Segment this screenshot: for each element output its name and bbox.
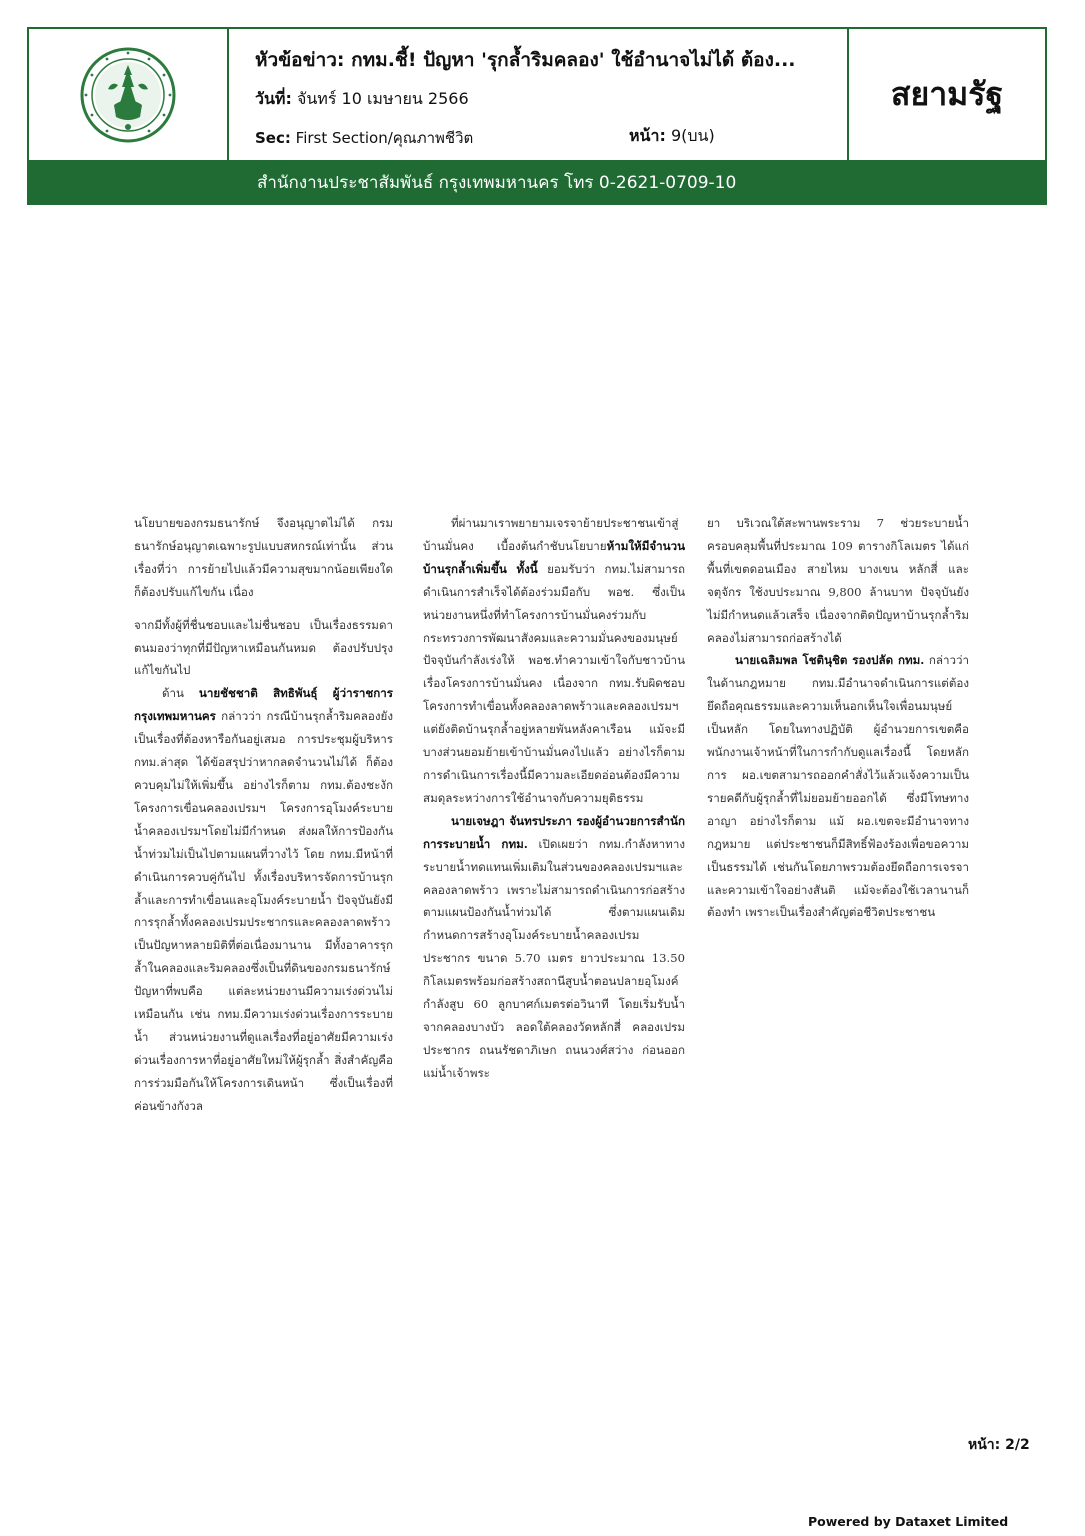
col3-p2-bold: นายเฉลิมพล โชตินุชิต รองปลัด กทม. (735, 653, 925, 668)
date-line (255, 87, 469, 112)
col3-paragraph-2 (707, 649, 969, 924)
header-top-row (29, 29, 1045, 160)
col2-paragraph-2 (423, 810, 685, 1085)
powered-by: Powered by Dataxet Limited (808, 1514, 1009, 1529)
section-value: First Section/คุณภาพชีวิต (295, 129, 474, 147)
headline-label: หัวข้อข่าว: (255, 49, 345, 71)
col1-paragraph-3 (134, 682, 393, 1117)
col1-p3-bold: นายชัชชาติ สิทธิพันธุ์ ผู้ว่าราชการกรุงเทพมหานคร (134, 686, 393, 724)
page-line (629, 124, 715, 149)
col3-paragraph-1: ยา บริเวณใต้สะพานพระราม 7 ช่วยระบายน้ำครอบคลุมพื้นที่ประมาณ 109 ตารางกิโลเมตร ได้แก่ พื้นที่เขตดอนเมือง สายไหม บางเขน หลักสี่ และจตุจักร ใช้งบประมาณ 9,800 ล้านบาท ปัจจุบันยังไม่มีกำหนดแล้วเสร็จ เนื่องจากติดปัญหาบ้านรุกล้ำริมคลองไม่สามารถก่อสร้างได้ (707, 516, 969, 645)
logo-cell (29, 29, 229, 160)
col2-p2-rest: เปิดเผยว่า กทม.กำลังหาทางระบายน้ำทดแทนเพิ่มเติมในส่วนของคลองเปรมฯและคลองลาดพร้าว เพราะไม่สามารถดำเนินการก่อสร้างตามแผนป้องกันน้ำท่วมได้ ซึ่งตามแผนเดิม กำหนดการสร้างอุโมงค์ระบายน้ำคลองเปรมประชากร ขนาด 5.70 เมตร ยาวประมาณ 13.50 กิโลเมตรพร้อมก่อสร้างสถานีสูบน้ำตอนปลายอุโมงค์กำลังสูบ 60 ลูกบาศก์เมตรต่อวินาที โดยเริ่มรับน้ำจากคลองบางบัว ลอดใต้คลองวัดหลักสี่ คลองเปรมประชากร ถนนรัชดาภิเษก ถนนวงศ์สว่าง ก่อนออกแม่น้ำเจ้าพระ (423, 836, 686, 1080)
footer-page-number: หน้า: 2/2 (968, 1437, 1030, 1453)
article-column-2 (423, 512, 685, 1085)
section-label: Sec: (255, 129, 291, 147)
col2-p1-bold: ห้ามให้มีจำนวนบ้านรุกล้ำเพิ่มขึ้น ทั้งนี้ (423, 538, 685, 576)
headline-line (255, 45, 845, 75)
col2-p1-rest: ยอมรับว่า กทม.ไม่สามารถดำเนินการสำเร็จได้ต้องร่วมมือกับ พอช. ซึ่งเป็นหน่วยงานหนึ่งที่ทำโครงการบ้านมั่นคงร่วมกับกระทรวงการพัฒนาสังคมและความมั่นคงของมนุษย์ ปัจจุบันกำลังเร่งให้ พอช.ทำความเข้าใจกับชาวบ้านเรื่องโครงการบ้านมั่นคง เนื่องจาก กทม.รับผิดชอบโครงการทำเขื่อนทั้งคลองลาดพร้าวและคลองเปรมฯ แต่ยังติดบ้านรุกล้ำอยู่หลายพันหลังคาเรือน แม้จะมีบางส่วนยอมย้ายเข้าบ้านมั่นคงไปแล้ว อย่างไรก็ตาม การดำเนินการเรื่องนี้มีความละเอียดอ่อนต้องมีความสมดุลระหว่างการใช้อำนาจกับความยุติธรรม (423, 561, 685, 805)
article-column-1 (134, 512, 393, 1118)
col2-p1-text: ที่ผ่านมาเราพยายามเจรจาย้ายประชาชนเข้าสู่บ้านมั่นคง เบื้องต้นกำชับนโยบาย (423, 516, 679, 553)
date-value: จันทร์ 10 เมษายน 2566 (296, 89, 469, 108)
publication-cell (849, 29, 1045, 160)
col2-p2-bold: นายเจษฎา จันทรประภา รองผู้อำนวยการสำนักการระบายน้ำ กทม. (423, 813, 685, 851)
col2-paragraph-1 (423, 512, 685, 810)
headline-text: กทม.ชี้! ปัญหา 'รุกล้ำริมคลอง' ใช้อำนาจไม่ได้ ต้อง... (351, 49, 796, 71)
office-bar: สำนักงานประชาสัมพันธ์ กรุงเทพมหานคร โทร 0-2621-0709-10 (29, 160, 1045, 205)
col1-paragraph-2: จากมีทั้งผู้ที่ชื่นชอบและไม่ชื่นชอบ เป็นเรื่องธรรมดา ตนมองว่าทุกที่มีปัญหาเหมือนกันหมด ต้องปรับปรุงแก้ไขกันไป (134, 617, 393, 678)
page-value: 9(บน) (670, 126, 715, 145)
publication-name: สยามรัฐ (890, 75, 1004, 113)
col1-paragraph-1: นโยบายของกรมธนารักษ์ จึงอนุญาตไม่ได้ กรมธนารักษ์อนุญาตเฉพาะรูปแบบสหกรณ์เท่านั้น ส่วนเรื่องที่ว่า การย้ายไปแล้วมีความสุขมากน้อยเพียงใดก็ต้องปรับแก้ไขกัน เนื่อง (134, 516, 393, 599)
page-label: หน้า: (629, 126, 666, 145)
date-label: วันที่: (255, 89, 292, 108)
col3-p2-rest: กล่าวว่า ในด้านกฎหมาย กทม.มีอำนาจดำเนินการแต่ต้องยึดถือคุณธรรมและความเห็นอกเห็นใจเพื่อนมนุษย์เป็นหลัก โดยในทางปฏิบัติ ผู้อำนวยการเขตคือพนักงานเจ้าหน้าที่ในการกำกับดูแลเรื่องนี้ โดยหลักการ ผอ.เขตสามารถออกคำสั่งไว้แล้วแจ้งความเป็นรายคดีกับผู้รุกล้ำที่ไม่ยอมย้ายออกได้ ซึ่งมีโทษทางอาญา อย่างไรก็ตาม แม้ ผอ.เขตจะมีอำนาจทางกฎหมาย แต่ประชาชนก็มีสิทธิ์ฟ้องร้องเพื่อขอความเป็นธรรมได้ เช่นกันโดยภาพรวมต้องยึดถือการเจรจาและความเข้าใจอย่างสันติ แม้จะต้องใช้เวลานานก็ต้องทำ เพราะเป็นเรื่องสำคัญต่อชีวิตประชาชน (707, 653, 969, 920)
section-line (255, 126, 473, 150)
article-column-3 (707, 512, 969, 924)
col1-p3-rest: กล่าวว่า กรณีบ้านรุกล้ำริมคลองยังเป็นเรื่องที่ต้องหารือกันอยู่เสมอ การประชุมผู้บริหาร กทม.ล่าสุด ได้ข้อสรุปว่าหากลดจำนวนไม่ได้ ก็ต้องควบคุมไม่ให้เพิ่มขึ้น อย่างไรก็ตาม กทม.ต้องชะงักโครงการเขื่อนคลองเปรมฯ โครงการอุโมงค์ระบายน้ำคลองเปรมฯโดยไม่มีกำหนด ส่งผลให้การป้องกันน้ำท่วมไม่เป็นไปตามแผนที่วางไว้ โดย กทม.มีหน้าที่ดำเนินการควบคู่กันไป ทั้งเรื่องบริหารจัดการบ้านรุกล้ำและการทำเขื่อนและอุโมงค์ระบายน้ำ ปัจจุบันยังมีการรุกล้ำทั้งคลองเปรมประชากรและคลองลาดพร้าว เป็นปัญหาหลายมิติที่ต่อเนื่องมานาน มีทั้งอาคารรุกล้ำในคลองและริมคลองซึ่งเป็นที่ดินของกรมธนารักษ์ ปัญหาที่พบคือ แต่ละหน่วยงานมีความเร่งด่วนไม่เหมือนกัน เช่น กทม.มีความเร่งด่วนเรื่องการระบายน้ำ ส่วนหน่วยงานที่ดูแลเรื่องที่อยู่อาศัยมีความเร่งด่วนเรื่องการหาที่อยู่อาศัยใหม่ให้ผู้รุกล้ำ สิ่งสำคัญคือการร่วมมือกันให้โครงการเดินหน้า ซึ่งเป็นเรื่องที่ค่อนข้างกังวล (134, 709, 393, 1113)
bangkok-seal-icon (78, 45, 178, 145)
info-cell (229, 29, 849, 160)
clipping-header (27, 27, 1047, 205)
col1-p3-lead: ด้าน (162, 686, 199, 701)
